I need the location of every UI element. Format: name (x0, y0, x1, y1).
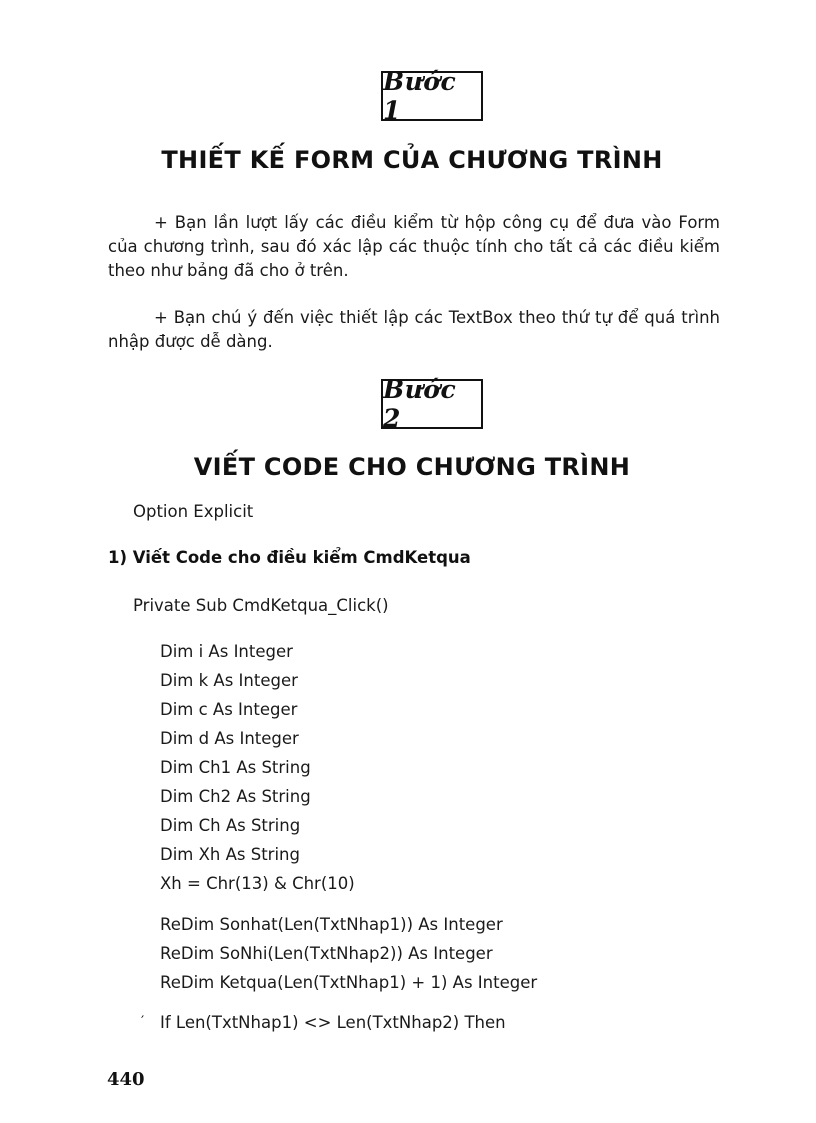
section-title-write-code: VIẾT CODE CHO CHƯƠNG TRÌNH (193, 453, 631, 481)
code-line: Dim i As Integer (160, 642, 293, 661)
code-line: Dim Ch2 As String (160, 787, 311, 806)
if-statement-line: If Len(TxtNhap1) <> Len(TxtNhap2) Then (160, 1013, 506, 1032)
dim-declarations-block (160, 637, 355, 898)
section-title-design-form: THIẾT KẾ FORM CỦA CHƯƠNG TRÌNH (161, 146, 663, 174)
option-explicit-line: Option Explicit (133, 502, 254, 521)
paragraph-instructions-1 (108, 211, 720, 283)
code-line: Xh = Chr(13) & Chr(10) (160, 874, 355, 893)
code-line: Dim Ch As String (160, 816, 301, 835)
page-number: 440 (107, 1069, 145, 1090)
paragraph-instructions-2-text: + Bạn chú ý đến việc thiết lập các TextBox theo thứ tự để quá trình nhập được dễ dàng. (108, 308, 720, 351)
paragraph-instructions-1-text: + Bạn lần lượt lấy các điều kiểm từ hộp công cụ để đưa vào Form của chương trình, sau đó xác lập các thuộc tính cho tất cả các điều kiểm theo như bảng đã cho ở trên. (108, 213, 720, 280)
code-line: ReDim Sonhat(Len(TxtNhap1)) As Integer (160, 915, 503, 934)
stray-mark-icon: ′ (141, 1014, 145, 1030)
code-line: Dim d As Integer (160, 729, 299, 748)
code-line: ReDim SoNhi(Len(TxtNhap2)) As Integer (160, 944, 493, 963)
step-2-box: Bước 2 (381, 379, 483, 429)
code-line: Dim c As Integer (160, 700, 298, 719)
redim-block (160, 910, 537, 997)
code-line: Dim Ch1 As String (160, 758, 311, 777)
code-line: Dim Xh As String (160, 845, 300, 864)
code-line: Dim k As Integer (160, 671, 298, 690)
subheading-cmdketqua: 1) Viết Code cho điều kiểm CmdKetqua (108, 548, 471, 567)
step-1-box: Bước 1 (381, 71, 483, 121)
code-line: ReDim Ketqua(Len(TxtNhap1) + 1) As Integer (160, 973, 538, 992)
sub-declaration-line: Private Sub CmdKetqua_Click() (133, 596, 389, 615)
paragraph-instructions-2 (108, 306, 720, 354)
